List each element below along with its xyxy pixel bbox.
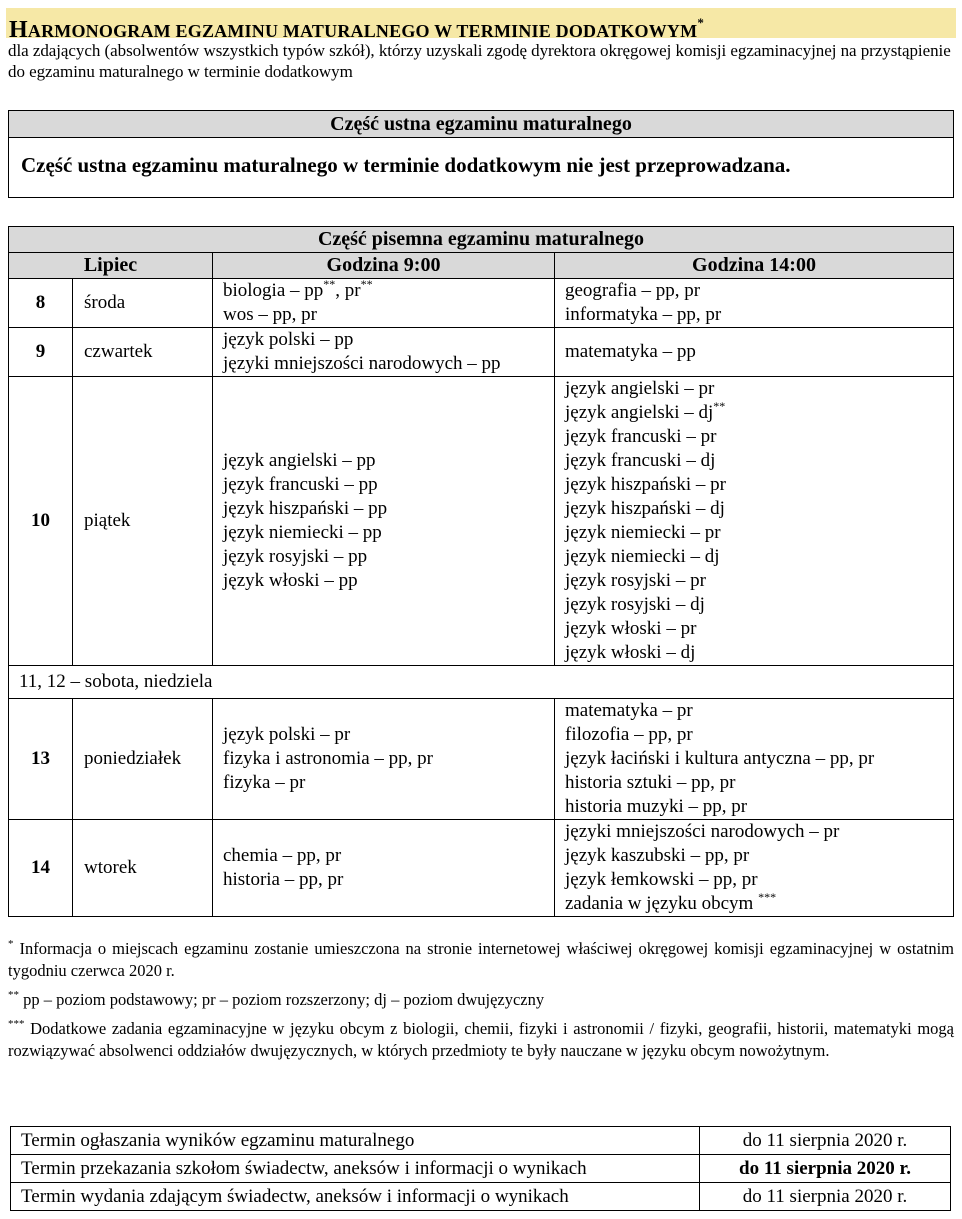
afternoon-exams: [555, 820, 954, 917]
morning-exams: [213, 820, 555, 917]
subject-line: języki mniejszości narodowych – pr: [565, 821, 840, 842]
subject-line: matematyka – pp: [565, 341, 696, 362]
day-number: 9: [9, 328, 73, 377]
deadline-date: do 11 sierpnia 2020 r.: [700, 1155, 951, 1183]
subject-line: język rosyjski – pr: [565, 570, 706, 591]
morning-exams: [213, 699, 555, 820]
deadline-label: Termin przekazania szkołom świadectw, aneksów i informacji o wynikach: [11, 1155, 700, 1183]
subject-line: język niemiecki – dj: [565, 546, 720, 567]
subject-line: język polski – pp: [223, 329, 354, 350]
subject-line: język rosyjski – pp: [223, 546, 368, 567]
morning-exams: [213, 377, 555, 666]
day-number: 13: [9, 699, 73, 820]
subject-line: język włoski – dj: [565, 642, 696, 663]
deadline-row: [11, 1155, 951, 1183]
oral-section-message: Część ustna egzaminu maturalnego w terminie dodatkowym nie jest przeprowadzana.: [21, 153, 791, 177]
subject-line: język niemiecki – pr: [565, 522, 721, 543]
month-header: Lipiec: [9, 253, 213, 279]
footnote: ** pp – poziom podstawowy; pr – poziom rozszerzony; dj – poziom dwujęzyczny: [8, 989, 545, 1009]
subject-line: język włoski – pr: [565, 618, 697, 639]
weekday: poniedziałek: [73, 699, 213, 820]
footnote-mark: *: [8, 938, 14, 950]
subject-line: język francuski – pp: [223, 474, 378, 495]
written-schedule-table: [8, 226, 954, 917]
subject-line: zadania w języku obcym ***: [565, 890, 777, 914]
subject-line: chemia – pp, pr: [223, 845, 342, 866]
morning-column-header: Godzina 9:00: [213, 253, 555, 279]
weekday: środa: [73, 279, 213, 328]
subject-line: język niemiecki – pp: [223, 522, 382, 543]
table-row: [9, 377, 954, 666]
footnote-mark: **: [713, 399, 726, 413]
footnote-mark: **: [360, 277, 373, 291]
oral-section: [8, 110, 954, 198]
weekday: wtorek: [73, 820, 213, 917]
deadline-label: Termin wydania zdającym świadectw, aneksów i informacji o wynikach: [11, 1183, 700, 1211]
day-number: 8: [9, 279, 73, 328]
subject-line: matematyka – pr: [565, 700, 693, 721]
subject-line: historia – pp, pr: [223, 869, 344, 890]
table-row: [9, 328, 954, 377]
subject-line: język hiszpański – pp: [223, 498, 388, 519]
footnote-mark: ***: [758, 890, 777, 904]
document-title: [6, 8, 956, 43]
subject-line: język łemkowski – pp, pr: [565, 869, 758, 890]
footnote: *** Dodatkowe zadania egzaminacyjne w języku obcym z biologii, chemii, fizyki i astronomii / fizyki, geografii, historii, matematyki mogą rozwiązywać absolwenci oddziałów dwujęzycznych, w których przedmioty te były nauczane w języku obcym nowożytnym.: [8, 1018, 954, 1060]
deadline-date: do 11 sierpnia 2020 r.: [700, 1127, 951, 1155]
deadlines-table: [10, 1126, 951, 1211]
subject-line: historia muzyki – pp, pr: [565, 796, 748, 817]
document-subtitle: dla zdających (absolwentów wszystkich typów szkół), którzy uzyskali zgodę dyrektora okręgowej komisji egzaminacyjnej na przystąpienie do egzaminu maturalnego w terminie dodatkowym: [8, 41, 951, 81]
subject-line: filozofia – pp, pr: [565, 724, 693, 745]
subject-line: języki mniejszości narodowych – pp: [223, 353, 501, 374]
morning-exams: [213, 279, 555, 328]
subject-line: język hiszpański – dj: [565, 498, 725, 519]
subject-line: język angielski – pr: [565, 378, 715, 399]
subject-line: język włoski – pp: [223, 570, 358, 591]
subject-line: język francuski – dj: [565, 450, 716, 471]
day-number: 14: [9, 820, 73, 917]
footnote-mark: **: [8, 989, 19, 1001]
subject-line: język angielski – pp: [223, 450, 376, 471]
title-rest: ARMONOGRAM EGZAMINU MATURALNEGO W TERMINIE DODATKOWYM: [27, 21, 698, 41]
subject-line: historia sztuki – pp, pr: [565, 772, 736, 793]
subject-line: biologia – pp**, pr**: [223, 277, 373, 301]
subject-line: język rosyjski – dj: [565, 594, 705, 615]
footnote-mark: ***: [8, 1018, 25, 1030]
afternoon-exams: [555, 377, 954, 666]
subject-line: fizyka i astronomia – pp, pr: [223, 748, 434, 769]
subject-line: język angielski – dj**: [565, 399, 726, 423]
subject-line: geografia – pp, pr: [565, 280, 701, 301]
subject-line: język łaciński i kultura antyczna – pp, pr: [565, 748, 875, 769]
morning-exams: [213, 328, 555, 377]
afternoon-exams: [555, 279, 954, 328]
table-row: [9, 279, 954, 328]
deadline-row: [11, 1183, 951, 1211]
subject-line: język hiszpański – pr: [565, 474, 726, 495]
deadline-label: Termin ogłaszania wyników egzaminu maturalnego: [11, 1127, 700, 1155]
weekday: czwartek: [73, 328, 213, 377]
afternoon-column-header: Godzina 14:00: [555, 253, 954, 279]
deadline-row: [11, 1127, 951, 1155]
afternoon-exams: [555, 699, 954, 820]
subject-line: informatyka – pp, pr: [565, 304, 722, 325]
footnote-mark: **: [323, 277, 336, 291]
table-row: [9, 666, 954, 699]
subject-line: język polski – pr: [223, 724, 351, 745]
subject-line: wos – pp, pr: [223, 304, 317, 325]
subject-line: język kaszubski – pp, pr: [565, 845, 750, 866]
footnotes: [8, 938, 954, 1069]
oral-section-heading: Część ustna egzaminu maturalnego: [9, 111, 953, 138]
written-section-heading: Część pisemna egzaminu maturalnego: [9, 227, 954, 253]
title-initial: H: [9, 17, 28, 43]
subject-line: język francuski – pr: [565, 426, 717, 447]
table-row: [9, 699, 954, 820]
deadline-date: do 11 sierpnia 2020 r.: [700, 1183, 951, 1211]
title-footnote-mark: *: [697, 15, 705, 30]
afternoon-exams: [555, 328, 954, 377]
day-number: 10: [9, 377, 73, 666]
subject-line: fizyka – pr: [223, 772, 306, 793]
table-row: [9, 820, 954, 917]
footnote: * Informacja o miejscach egzaminu zostanie umieszczona na stronie internetowej właściwej okręgowej komisji egzaminacyjnej w ostatnim tygodniu czerwca 2020 r.: [8, 938, 954, 980]
weekday: piątek: [73, 377, 213, 666]
weekend-note: 11, 12 – sobota, niedziela: [9, 666, 954, 699]
